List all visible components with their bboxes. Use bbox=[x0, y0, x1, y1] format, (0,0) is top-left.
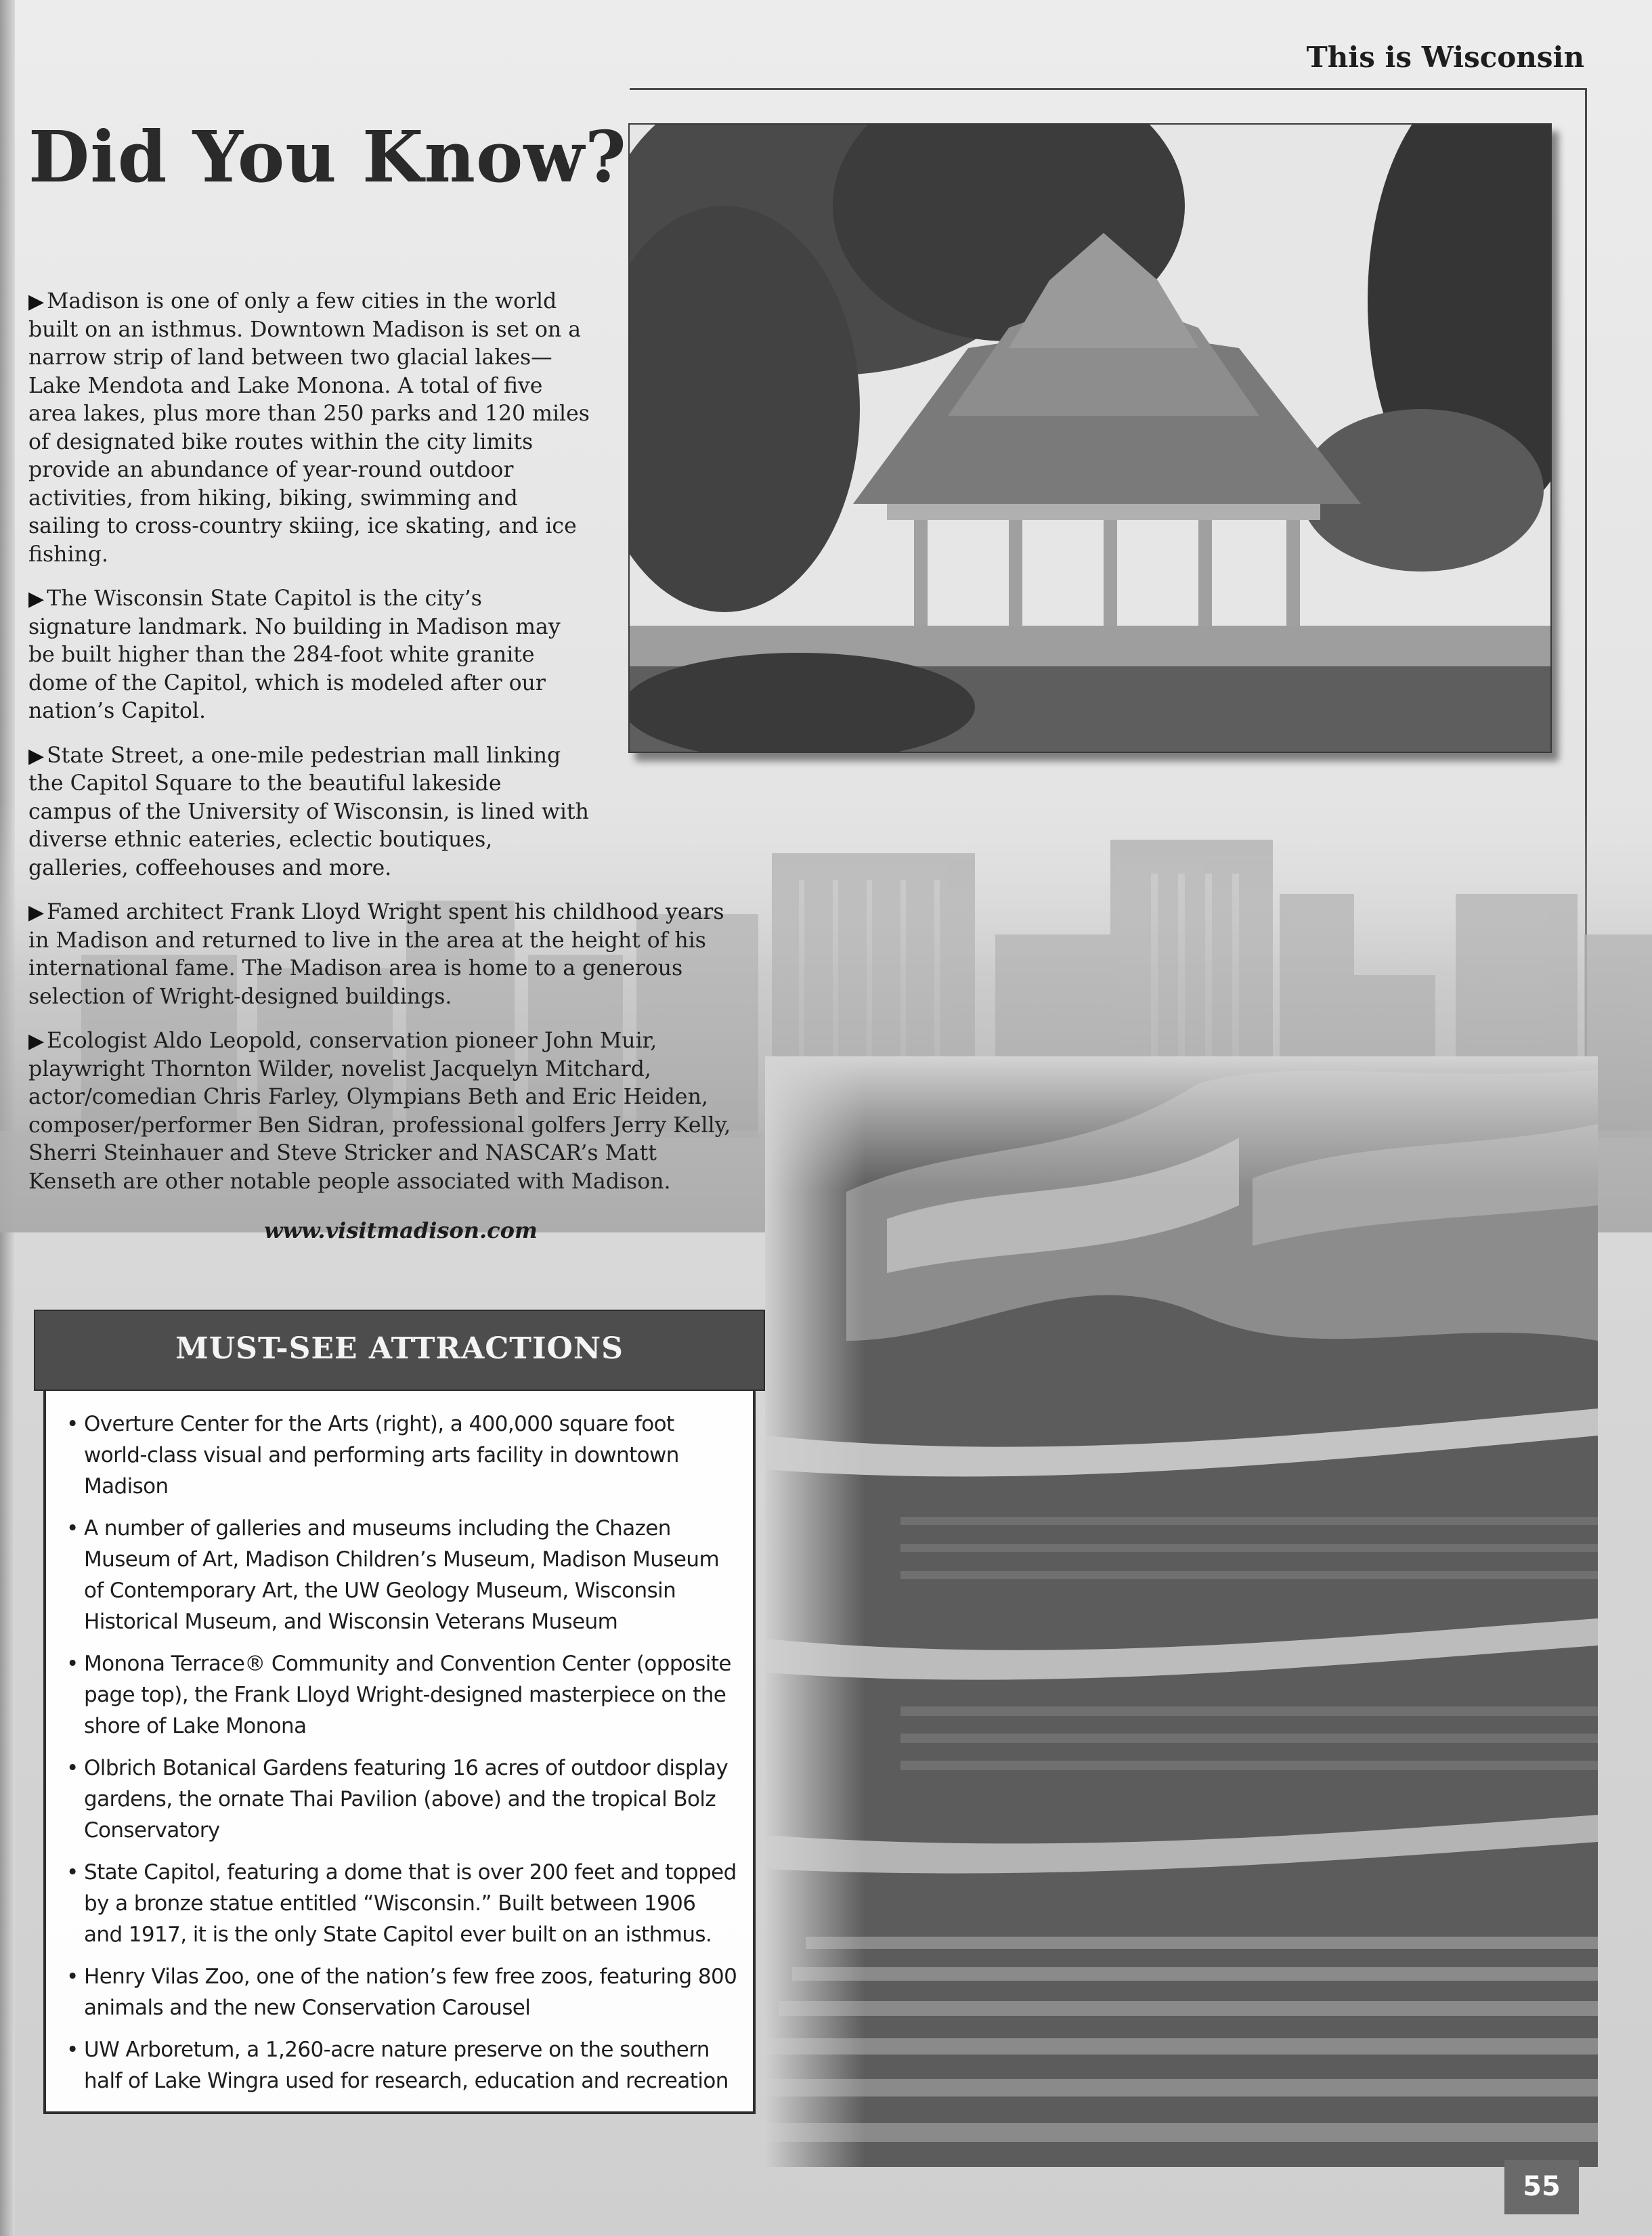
fact-paragraph: ▶ Famed architect Frank Lloyd Wright spent his childhood years in Madison and returned to live in the area at the height of his international fame. The Madison area is home to a generous selection of Wright-designed buildings. bbox=[28, 900, 724, 1009]
play-arrow-icon: ▶ bbox=[28, 587, 45, 611]
attractions-heading: MUST-SEE ATTRACTIONS bbox=[175, 1331, 624, 1366]
thai-pavilion-photo bbox=[628, 123, 1552, 753]
fact-paragraph: ▶ Ecologist Aldo Leopold, conservation pioneer John Muir, playwright Thornton Wilder, novelist Jacquelyn Mitchard, actor/comedian Chris Farley, Olympians Beth and Eric Heiden, composer/performer Ben Sidran, professional golfers Jerry Kelly, Sherri Steinhauer and Steve Stricker and NASCAR’s Matt Kenseth are other notable people associated with Madison. bbox=[28, 1029, 731, 1194]
did-you-know-text bbox=[28, 288, 746, 1212]
fact-paragraph: ▶ The Wisconsin State Capitol is the city’s signature landmark. No building in Madison may be built higher than the 284-foot white granite dome of the Capitol, which is modeled after our nation’s Capitol. bbox=[28, 586, 561, 723]
play-arrow-icon: ▶ bbox=[28, 1029, 45, 1053]
list-item: • Overture Center for the Arts (right), a 400,000 square foot world-class visual and performing arts facility in downtown Madison bbox=[66, 1409, 739, 1502]
page-number-tab bbox=[1504, 2160, 1579, 2214]
attractions-header bbox=[34, 1310, 765, 1391]
attractions-body bbox=[43, 1391, 756, 2114]
overture-center-hall-photo bbox=[765, 1056, 1598, 2167]
attractions-box bbox=[34, 1310, 765, 2115]
play-arrow-icon: ▶ bbox=[28, 290, 45, 314]
fact-paragraph: ▶ Madison is one of only a few cities in the world built on an isthmus. Downtown Madison is set on a narrow strip of land between two glacial lakes—Lake Mendota and Lake Monona. A total of five area lakes, plus more than 250 parks and 120 miles of designated bike routes within the city limits provide an abundance of year-round outdoor activities, from hiking, biking, swimming and sailing to cross-country skiing, ice skating, and ice fishing. bbox=[28, 289, 590, 567]
play-arrow-icon: ▶ bbox=[28, 901, 45, 924]
list-item: • Monona Terrace® Community and Convention Center (opposite page top), the Frank Lloyd Wright-designed masterpiece on the shore of Lake Monona bbox=[66, 1648, 739, 1742]
fact-paragraph: ▶ State Street, a one-mile pedestrian mall linking the Capitol Square to the beautiful lakeside campus of the University of Wisconsin, is lined with diverse ethnic eateries, eclectic boutiques, galleries, coffeehouses and more. bbox=[28, 743, 589, 880]
list-item: • Henry Vilas Zoo, one of the nation’s few free zoos, featuring 800 animals and the new Conservation Carousel bbox=[66, 1961, 739, 2023]
play-arrow-icon: ▶ bbox=[28, 744, 45, 768]
page-title: Did You Know? bbox=[28, 115, 627, 198]
website-link[interactable]: www.visitmadison.com bbox=[264, 1218, 538, 1243]
list-item: • Olbrich Botanical Gardens featuring 16 acres of outdoor display gardens, the ornate Thai Pavilion (above) and the tropical Bolz Conservatory bbox=[66, 1753, 739, 1846]
page-number: 55 bbox=[1523, 2171, 1561, 2202]
section-header: This is Wisconsin bbox=[1306, 41, 1584, 74]
header-rule bbox=[630, 88, 1587, 90]
attractions-list bbox=[46, 1391, 753, 2097]
list-item: • A number of galleries and museums including the Chazen Museum of Art, Madison Children’s Museum, Madison Museum of Contemporary Art, the UW Geology Museum, Wisconsin Historical Museum, and Wisconsin Veterans Museum bbox=[66, 1513, 739, 1637]
list-item: • State Capitol, featuring a dome that is over 200 feet and topped by a bronze statue entitled “Wisconsin.” Built between 1906 and 1917, it is the only State Capitol ever built on an isthmus. bbox=[66, 1857, 739, 1950]
list-item: • UW Arboretum, a 1,260-acre nature preserve on the southern half of Lake Wingra used for research, education and recreation bbox=[66, 2034, 739, 2097]
